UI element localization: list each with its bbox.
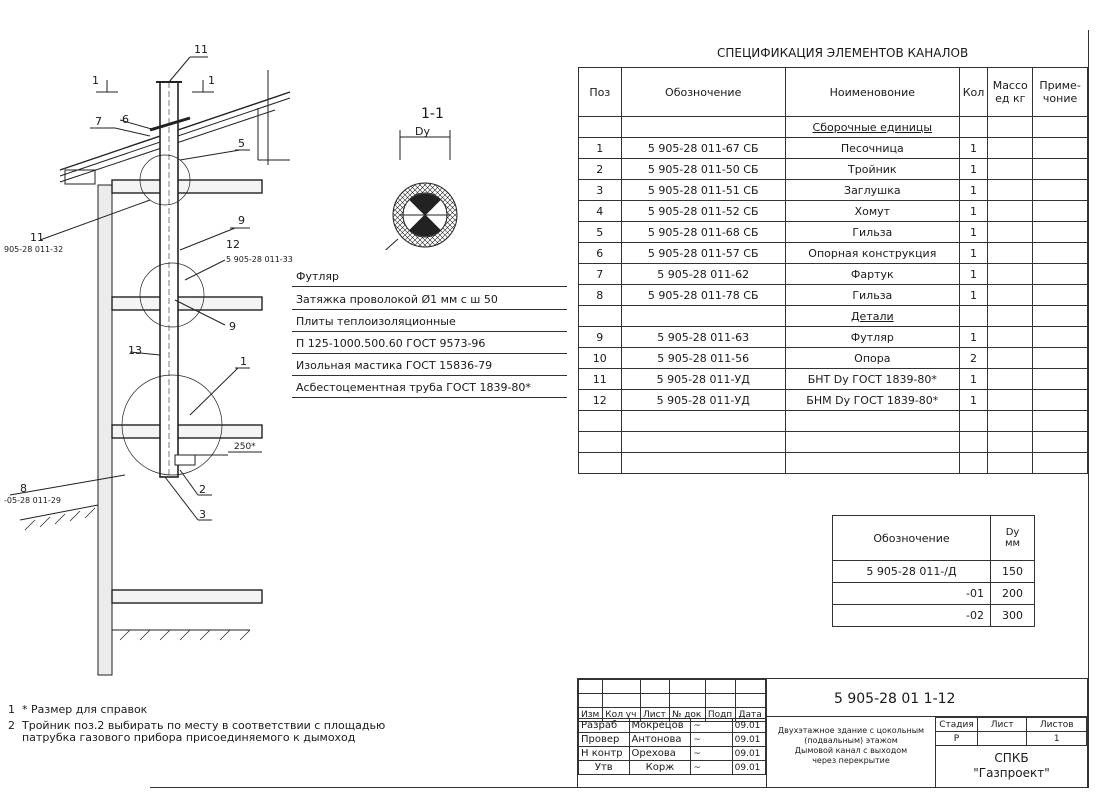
spec-name: БНМ Dy ГОСТ 1839-80*: [785, 390, 959, 411]
label-1: 1: [240, 355, 247, 368]
desc-line: (подвальным) этажом: [804, 736, 898, 745]
spec-pos: 6: [579, 243, 622, 264]
desc-line: Дымовой канал с выходом: [794, 746, 908, 755]
spec-designation: 5 905-28 011-УД: [621, 390, 785, 411]
tb-h-sign: Подп: [705, 708, 736, 722]
spec-name: Опора: [785, 348, 959, 369]
spec-h-pos: Поз: [579, 68, 622, 117]
label-8-code: -05-28 011-29: [4, 496, 62, 505]
spec-pos: 4: [579, 201, 622, 222]
tb-date: 09.01: [732, 719, 765, 733]
label-7: 7: [95, 115, 102, 128]
spec-name: Песочница: [785, 138, 959, 159]
label-cut-1a: 1: [92, 74, 99, 87]
tb-h-date: Дата: [736, 708, 766, 722]
tb-date: 09.01: [732, 733, 765, 747]
spec-pos: 10: [579, 348, 622, 369]
label-11-top: 11: [194, 43, 208, 56]
table-row-empty: [579, 453, 1088, 474]
dv-h-designation: Обозночение: [833, 516, 991, 561]
spec-qty: 1: [959, 264, 988, 285]
tb-signature: ~: [691, 719, 732, 733]
spec-name: Футляр: [785, 327, 959, 348]
section-title: 1-1: [421, 106, 444, 122]
table-row: [579, 733, 766, 747]
tb-date: 09.01: [732, 761, 765, 775]
table-row: [579, 285, 1088, 306]
table-row: [579, 327, 1088, 348]
dv-h-dv-1: Dy: [1005, 527, 1020, 538]
spec-section-parts: Детали: [785, 306, 959, 327]
title-block-people: [578, 718, 766, 775]
spec-designation: 5 905-28 011-68 СБ: [621, 222, 785, 243]
title-block-grid: [578, 679, 766, 722]
legend-item: Изольная мастика ГОСТ 15836-79: [292, 355, 567, 376]
spec-title: СПЕЦИФИКАЦИЯ ЭЛЕМЕНТОВ КАНАЛОВ: [717, 46, 969, 60]
spec-qty: 1: [959, 327, 988, 348]
label-6: 6: [122, 113, 129, 126]
spec-header-row: [579, 68, 1088, 117]
spec-designation: 5 905-28 011-51 СБ: [621, 180, 785, 201]
dv-designation: -01: [833, 583, 991, 605]
org-line: "Газпроект": [973, 766, 1050, 780]
label-9b: 9: [229, 320, 236, 333]
spec-section-row: [579, 306, 1088, 327]
label-12: 12: [226, 238, 240, 251]
spec-qty: 1: [959, 369, 988, 390]
spec-pos: 1: [579, 138, 622, 159]
tb-sheets-head: Листов: [1027, 718, 1087, 732]
table-row: [579, 180, 1088, 201]
spec-qty: 1: [959, 222, 988, 243]
table-row: [579, 201, 1088, 222]
table-row: [579, 264, 1088, 285]
spec-pos: 12: [579, 390, 622, 411]
note-line: 2 Тройник поз.2 выбирать по месту в соответствии с площадью: [8, 719, 386, 732]
label-12-code: 5 905-28 011-33: [226, 255, 293, 264]
table-row: [833, 583, 1035, 605]
label-2: 2: [199, 483, 206, 496]
tb-stage-head: Стадия: [936, 718, 978, 732]
tb-name: Орехова: [629, 747, 691, 761]
tb-date: 09.01: [732, 747, 765, 761]
spec-h-mass: [988, 68, 1033, 117]
tb-h-doc: № док: [669, 708, 705, 722]
spec-designation: 5 905-28 011-57 СБ: [621, 243, 785, 264]
dv-designation: -02: [833, 605, 991, 627]
spec-qty: 1: [959, 159, 988, 180]
spec-h-note-1: Приме-: [1039, 79, 1081, 92]
spec-qty: 1: [959, 138, 988, 159]
table-row-empty: [579, 432, 1088, 453]
spec-designation: 5 905-28 011-67 СБ: [621, 138, 785, 159]
spec-table: [578, 67, 1088, 474]
tb-sheet-head: Лист: [977, 718, 1027, 732]
title-block-org: [936, 751, 1087, 781]
tb-h-kol: Кол уч: [603, 708, 641, 722]
spec-qty: 2: [959, 348, 988, 369]
label-11-side-code: 905-28 011-32: [4, 245, 64, 254]
table-row: [579, 719, 766, 733]
spec-pos: 11: [579, 369, 622, 390]
title-block: [577, 678, 1088, 788]
dv-designation: 5 905-28 011-/Д: [833, 561, 991, 583]
dv-value: 200: [991, 583, 1035, 605]
tb-h-list: Лист: [640, 708, 669, 722]
tb-role: Утв: [579, 761, 630, 775]
label-8: 8: [20, 482, 27, 495]
dv-table: [832, 515, 1035, 627]
label-13: 13: [128, 344, 142, 357]
table-row: [579, 243, 1088, 264]
label-11-side: 11: [30, 231, 44, 244]
tb-stage: Р: [936, 732, 978, 746]
tb-role: Н контр: [579, 747, 630, 761]
spec-name: Гильза: [785, 285, 959, 306]
spec-pos: 5: [579, 222, 622, 243]
tb-name: Мокрецов: [629, 719, 691, 733]
spec-name: Тройник: [785, 159, 959, 180]
tb-name: Антонова: [629, 733, 691, 747]
spec-name: Хомут: [785, 201, 959, 222]
table-row: [579, 222, 1088, 243]
table-row: [579, 761, 766, 775]
tb-signature: ~: [691, 747, 732, 761]
desc-line: Двухэтажное здание с цокольным: [777, 726, 925, 735]
spec-designation: 5 905-28 011-52 СБ: [621, 201, 785, 222]
spec-pos: 7: [579, 264, 622, 285]
table-row: [833, 561, 1035, 583]
spec-h-note-2: чоние: [1042, 92, 1078, 105]
tb-sheets: 1: [1027, 732, 1087, 746]
tb-name: Корж: [629, 761, 691, 775]
org-line: СПКБ: [994, 751, 1029, 765]
section-drawing: [370, 100, 480, 250]
legend-item: П 125-1000.500.60 ГОСТ 9573-96: [292, 333, 567, 354]
label-5: 5: [238, 137, 245, 150]
spec-section-row: [579, 117, 1088, 138]
table-row: [579, 390, 1088, 411]
note-line: 1 * Размер для справок: [8, 703, 148, 716]
spec-name: БНТ Dy ГОСТ 1839-80*: [785, 369, 959, 390]
tb-role: Провер: [579, 733, 630, 747]
spec-name: Заглушка: [785, 180, 959, 201]
spec-qty: 1: [959, 180, 988, 201]
spec-pos: 3: [579, 180, 622, 201]
legend-item: Асбестоцементная труба ГОСТ 1839-80*: [292, 377, 567, 398]
tb-signature: ~: [691, 733, 732, 747]
dv-h-dv-2: мм: [1004, 538, 1021, 549]
spec-name: Опорная конструкция: [785, 243, 959, 264]
dv-header-row: [833, 516, 1035, 561]
title-block-code: 5 905-28 01 1-12: [834, 691, 956, 707]
title-block-description: [768, 726, 934, 766]
table-row: [833, 605, 1035, 627]
spec-name: Гильза: [785, 222, 959, 243]
table-row-empty: [579, 411, 1088, 432]
spec-h-qty: Кол: [959, 68, 988, 117]
spec-designation: 5 905-28 011-78 СБ: [621, 285, 785, 306]
label-9a: 9: [238, 214, 245, 227]
notes: [8, 704, 385, 744]
legend-item: Футляр: [292, 266, 567, 287]
dv-h-dv: [991, 516, 1035, 561]
table-row: [579, 159, 1088, 180]
dv-value: 150: [991, 561, 1035, 583]
spec-h-note: [1033, 68, 1088, 117]
spec-h-mass-1: Массо: [992, 79, 1028, 92]
desc-line: через перекрытие: [812, 756, 890, 765]
spec-qty: 1: [959, 285, 988, 306]
tb-signature: ~: [691, 761, 732, 775]
title-block-stage: [935, 717, 1087, 746]
spec-qty: 1: [959, 243, 988, 264]
tb-h-izm: Изм: [579, 708, 603, 722]
frame-right-line: [1088, 30, 1089, 788]
spec-h-mass-2: ед кг: [995, 92, 1026, 105]
table-row: [579, 747, 766, 761]
table-row: [579, 348, 1088, 369]
table-row: [579, 138, 1088, 159]
spec-section-assembly: Сборочные единицы: [785, 117, 959, 138]
legend-item: Плиты теплоизоляционные: [292, 311, 567, 332]
spec-qty: 1: [959, 390, 988, 411]
spec-designation: 5 905-28 011-50 СБ: [621, 159, 785, 180]
chimney-drawing: [0, 0, 300, 700]
spec-h-designation: Обозночение: [621, 68, 785, 117]
note-line: патрубка газового прибора присоединяемого к дымоход: [8, 731, 356, 744]
tb-role: Разраб: [579, 719, 630, 733]
spec-designation: 5 905-28 011-УД: [621, 369, 785, 390]
spec-pos: 8: [579, 285, 622, 306]
frame-bottom-line: [150, 787, 1088, 788]
spec-qty: 1: [959, 201, 988, 222]
spec-designation: 5 905-28 011-62: [621, 264, 785, 285]
table-row: [579, 369, 1088, 390]
spec-h-name: Ноименовоние: [785, 68, 959, 117]
spec-pos: 9: [579, 327, 622, 348]
section-dim: Dy: [415, 125, 430, 138]
label-250: 250*: [234, 442, 256, 452]
label-cut-1b: 1: [208, 74, 215, 87]
spec-designation: 5 905-28 011-56: [621, 348, 785, 369]
dv-value: 300: [991, 605, 1035, 627]
legend-item: Затяжка проволокой Ø1 мм с ш 50: [292, 289, 567, 310]
label-3: 3: [199, 508, 206, 521]
spec-designation: 5 905-28 011-63: [621, 327, 785, 348]
spec-pos: 2: [579, 159, 622, 180]
spec-name: Фартук: [785, 264, 959, 285]
